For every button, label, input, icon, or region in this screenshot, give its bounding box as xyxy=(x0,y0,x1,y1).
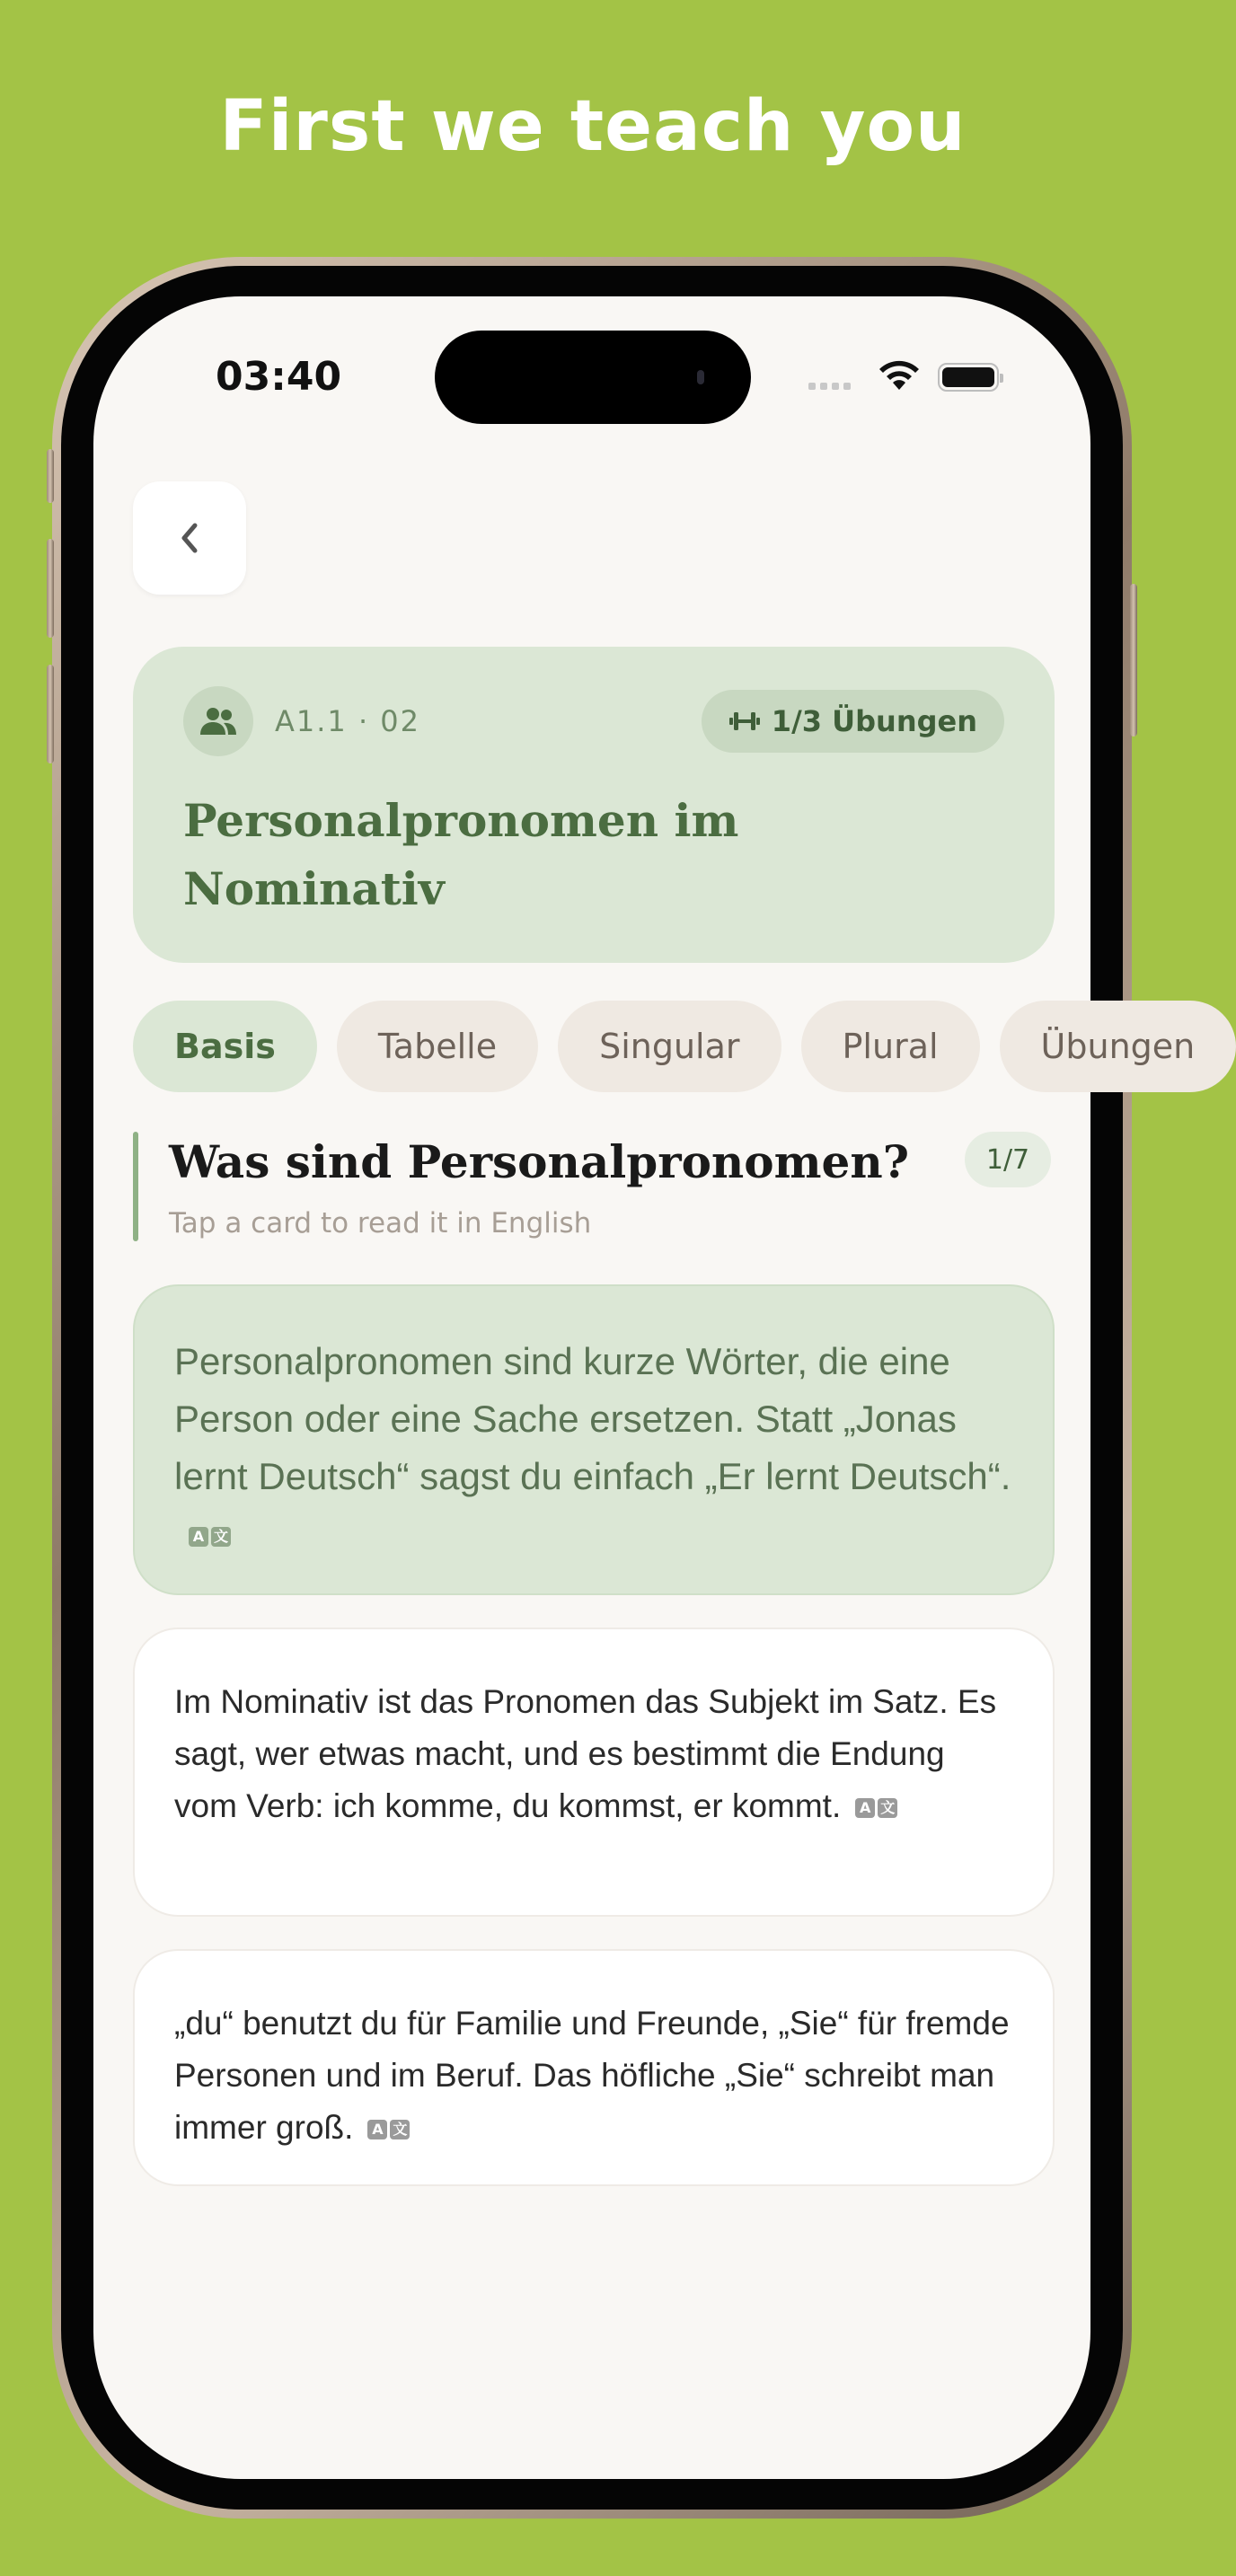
section-title: Was sind Personalpronomen? xyxy=(169,1135,909,1188)
battery-icon xyxy=(938,363,999,392)
lesson-header-card xyxy=(133,647,1055,963)
card-text: „du“ benutzt du für Familie und Freunde, „Sie“ für fremde Personen und im Beruf. Das höfliche „Sie“ schreibt man immer groß. xyxy=(174,2005,1010,2146)
volume-down-button xyxy=(47,665,54,763)
card-text: Im Nominativ ist das Pronomen das Subjekt im Satz. Es sagt, wer etwas macht, und es bestimmt die Endung vom Verb: ich komme, du kommst, er kommt. xyxy=(174,1683,997,1824)
lesson-level: A1.1 · 02 xyxy=(275,704,421,738)
dumbbell-icon xyxy=(728,710,761,733)
topic-tabs xyxy=(133,1001,1236,1092)
dynamic-island xyxy=(435,331,751,424)
tab-tabelle[interactable]: Tabelle xyxy=(337,1001,538,1092)
tab-plural[interactable]: Plural xyxy=(801,1001,980,1092)
card-text: Personalpronomen sind kurze Wörter, die eine Person oder eine Sache ersetzen. Statt „Jonas lernt Deutsch“ sagst du einfach „Er lernt Deutsch“. xyxy=(174,1340,1011,1497)
back-button[interactable] xyxy=(133,481,246,595)
exercise-progress-text: 1/3 Übungen xyxy=(771,704,977,738)
section-counter: 1/7 xyxy=(965,1132,1051,1187)
translate-icon: A 文 xyxy=(189,1527,231,1547)
exercise-progress-badge[interactable] xyxy=(702,690,1004,753)
lesson-title: Personalpronomen im Nominativ xyxy=(183,794,739,915)
section-accent-bar xyxy=(133,1132,138,1241)
tab-uebungen[interactable]: Übungen xyxy=(1000,1001,1236,1092)
status-time: 03:40 xyxy=(216,354,342,400)
promo-headline: First we teach you xyxy=(219,86,967,167)
cellular-signal-icon xyxy=(808,383,851,390)
wifi-icon xyxy=(875,357,923,393)
users-icon xyxy=(198,706,239,737)
section-subtitle: Tap a card to read it in English xyxy=(169,1207,592,1239)
translate-icon: A 文 xyxy=(367,2120,410,2139)
tab-singular[interactable]: Singular xyxy=(558,1001,781,1092)
translate-icon: A 文 xyxy=(855,1798,897,1818)
chevron-left-icon xyxy=(176,520,203,556)
level-badge xyxy=(183,686,253,756)
explanation-card-3[interactable] xyxy=(133,1949,1055,2186)
volume-up-button xyxy=(47,539,54,638)
tab-basis[interactable]: Basis xyxy=(133,1001,317,1092)
power-button xyxy=(1130,584,1137,737)
explanation-card-1[interactable] xyxy=(133,1284,1055,1595)
action-button xyxy=(47,449,54,503)
explanation-card-2[interactable] xyxy=(133,1628,1055,1917)
phone-screen xyxy=(93,296,1196,2479)
